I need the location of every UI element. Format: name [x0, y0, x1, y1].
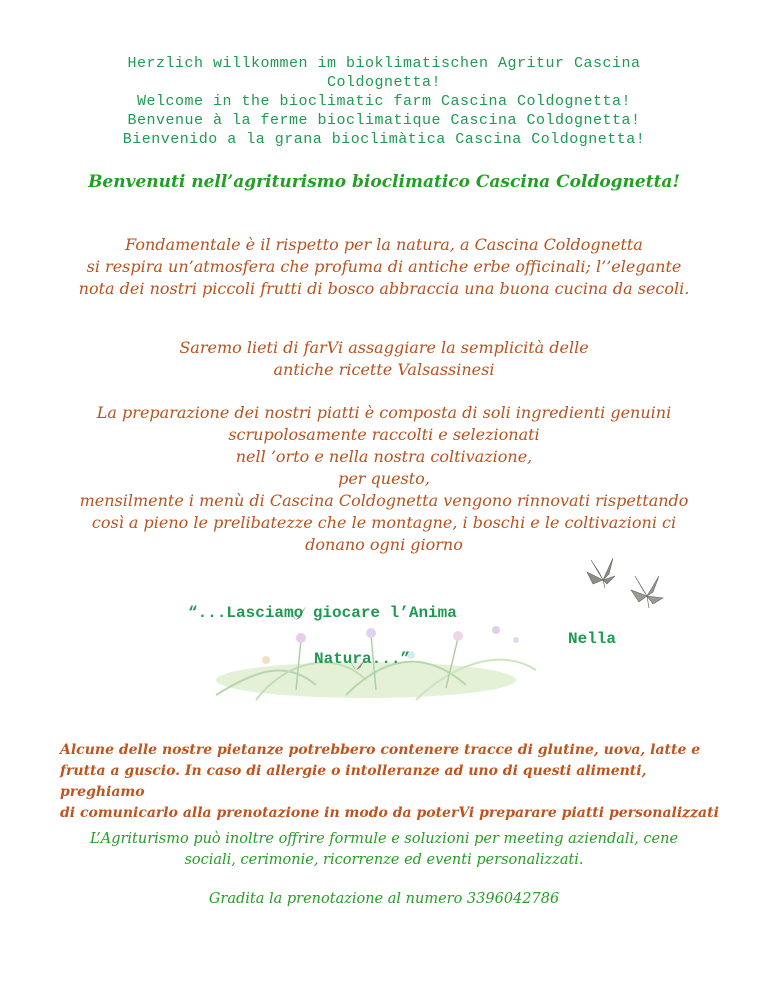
preparation-line: La preparazione dei nostri piatti è composta di soli ingredienti genuini: [96, 403, 672, 422]
intro-paragraph: [0, 234, 768, 300]
preparation-line: nell ’orto e nella nostra coltivazione,: [235, 447, 533, 466]
welcome-line-es: Bienvenido a la grana bioclimàtica Cascina Coldognetta!: [122, 131, 646, 148]
quote-line-1: “...Lasciamo giocare l’Anima: [188, 604, 457, 622]
booking-phone: Gradita la prenotazione al numero 3396042786: [208, 891, 560, 907]
preparation-line: mensilmente i menù di Cascina Coldognetta vengono rinnovati rispettando: [79, 491, 689, 510]
welcome-line-de-2: Coldognetta!: [326, 74, 442, 91]
meeting-offer: [0, 829, 768, 871]
welcome-line-de-1: Herzlich willkommen im bioklimatischen Agritur Cascina: [127, 55, 641, 72]
butterflies-illustration: [585, 550, 675, 620]
preparation-line: scrupolosamente raccolti e selezionati: [228, 425, 540, 444]
allergy-line: Alcune delle nostre pietanze potrebbero contenere tracce di glutine, uova, latte e: [60, 742, 701, 758]
preparation-line: così a pieno le prelibatezze che le montagne, i boschi e le coltivazioni ci: [91, 513, 677, 532]
recipes-paragraph: [0, 337, 768, 381]
allergy-notice: [60, 740, 720, 824]
welcome-line-en: Welcome in the bioclimatic farm Cascina Coldognetta!: [136, 93, 632, 110]
preparation-paragraph: [0, 402, 768, 556]
intro-line: Fondamentale è il rispetto per la natura, a Cascina Coldognetta: [125, 235, 643, 254]
meeting-line: L’Agriturismo può inoltre offrire formule e soluzioni per meeting aziendali, cene: [89, 831, 679, 847]
intro-line: nota dei nostri piccoli frutti di bosco abbraccia una buona cucina da secoli.: [78, 279, 690, 298]
allergy-line: frutta a guscio. In caso di allergie o intolleranze ad uno di questi alimenti, preghiamo: [60, 763, 647, 800]
multilingual-welcome: [0, 54, 768, 149]
meeting-line: sociali, cerimonie, ricorrenze ed eventi personalizzati.: [184, 852, 584, 868]
welcome-line-fr: Benvenue à la ferme bioclimatique Cascina Coldognetta!: [127, 112, 641, 129]
preparation-line: per questo,: [338, 469, 430, 488]
intro-line: si respira un’atmosfera che profuma di antiche erbe officinali; l’’elegante: [86, 257, 682, 276]
page-title: Benvenuti nell’agriturismo bioclimatico Cascina Coldognetta!: [88, 172, 680, 192]
quote-line-2: Nella: [568, 630, 617, 648]
preparation-line: donano ogni giorno: [305, 535, 463, 554]
allergy-line: di comunicarlo alla prenotazione in modo da poterVi preparare piatti personalizzati: [60, 805, 719, 821]
recipes-line: antiche ricette Valsassinesi: [273, 360, 495, 379]
recipes-line: Saremo lieti di farVi assaggiare la semplicità delle: [179, 338, 589, 357]
quote-line-3: Natura...”: [314, 650, 411, 668]
